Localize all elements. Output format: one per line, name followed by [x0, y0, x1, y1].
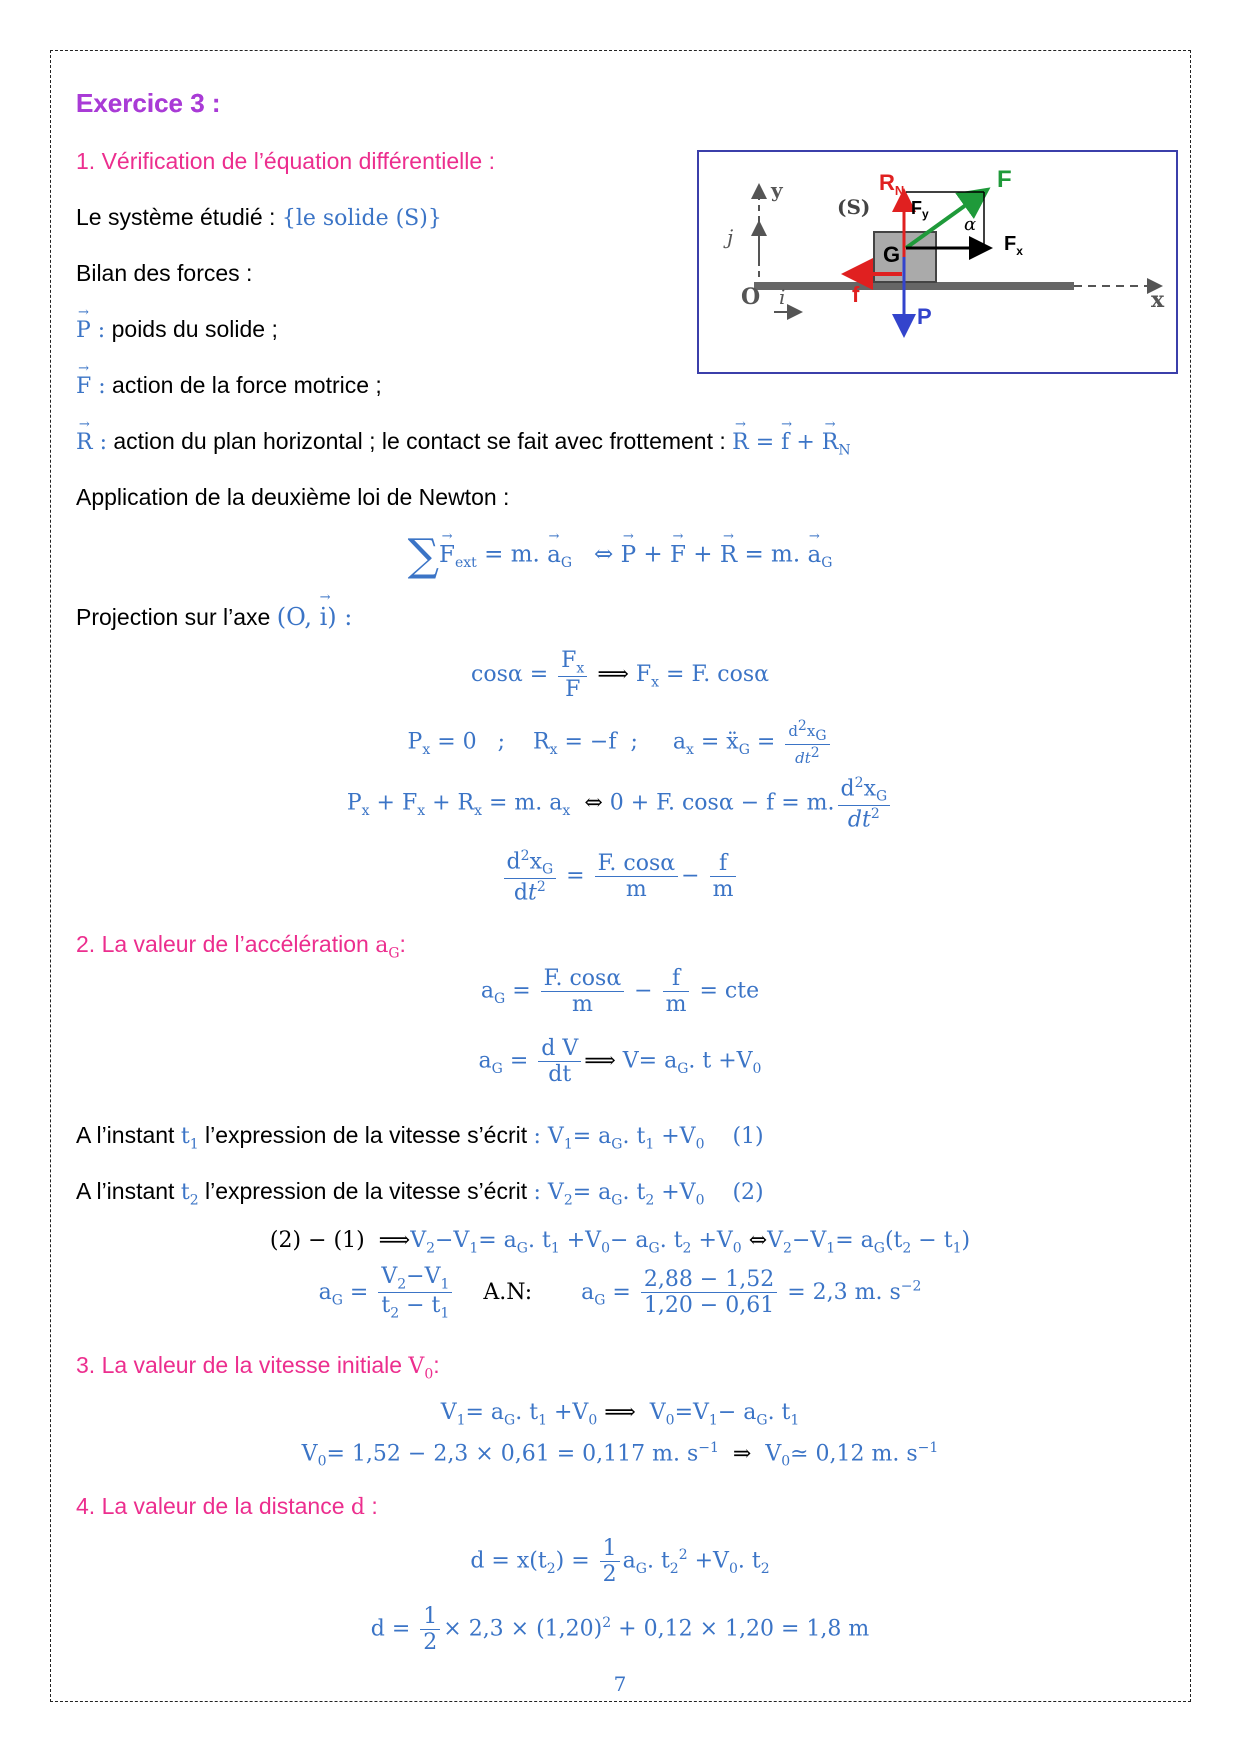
section-4-heading: 4. La valeur de la distance d :	[76, 1493, 378, 1520]
section-1-heading: 1. Vérification de l’équation différentielle :	[76, 148, 495, 174]
instant-t1-line: A l’instant $t_1$ l’expression de la vitesse s’écrit : $V_1= a_G$. $t_1 +V_0$ (1)	[76, 1122, 764, 1153]
f-label: F	[997, 166, 1012, 193]
velocity-derivative-equation: $a_G$ = $\frac{\text{d V}}{dt}$ ⟹ $V= a_G$. $t +V_0$	[478, 1036, 762, 1087]
bilan-label: Bilan des forces :	[76, 260, 253, 286]
newton-equation: ∑→ $F_{ext} = m$. → $a_G$ ⇔ → P + → F + → R = m. → $a_G$	[0, 530, 1240, 581]
section-3-heading: 3. La valeur de la vitesse initiale $V_0$:	[76, 1352, 440, 1383]
alpha-label: α	[964, 214, 977, 235]
page-number: 7	[613, 1672, 627, 1696]
origin-label: O	[741, 284, 761, 310]
i-label: i	[779, 285, 786, 309]
initial-velocity-equation: $V_1= a_G$. $t_1 +V_0$ ⟹ $V_0=V_1- a_G$. $t_1$	[440, 1400, 800, 1429]
fx-label: $F_x$	[1004, 233, 1023, 258]
section-2-heading: 2. La valeur de l’accélération $a_G$:	[76, 931, 406, 962]
force-f-line: → F : action de la force motrice ;	[76, 372, 382, 399]
force-diagram	[697, 150, 1178, 374]
subtraction-equation: (2) − (1) $⟹V_2-V_1= a_G$. $t_1 +V_0- a_G$. $t_2 +V_0$ $\Leftrightarrow V_2-V_1= a_G(t_2 - t_1)$	[269, 1228, 971, 1257]
rn-label: $R_N$	[879, 170, 905, 198]
force-p-line: → P : poids du solide ;	[76, 316, 278, 343]
friction-label: f	[852, 282, 860, 307]
components-equation: $P_x = 0$ ; $R_x = -f$ ; $a_x$ = ẍ$_G$ = $\frac{d^2x_G}{dt^2}$	[0, 718, 1240, 767]
distance-numeric: d = $\frac{1}{2}$ × $2,3 \times (1,20)^2 + 0,12 \times 1,20 = 1,8$ m	[370, 1604, 870, 1655]
p-label: P	[917, 304, 932, 329]
instant-t2-line: A l’instant $t_2$ l’expression de la vitesse s’écrit : $V_2= a_G$. $t_2 +V_0$ (2)	[76, 1178, 764, 1209]
initial-velocity-numeric: $V_0= 1,52 - 2,3 \times 0,61 = 0,117$ m. $s^{-1}$ ⇒ $V_0≃$ 0,12 m. $s^{-1}$	[301, 1440, 939, 1470]
fy-label: $F_y$	[911, 198, 929, 221]
distance-equation: $d = x(t_2)$ = $\frac{1}{2}$ $a_G$. $t_2^2 +V_0$. $t_2$	[470, 1536, 770, 1587]
x-label: x	[1151, 287, 1165, 313]
differential-equation: $\frac{d^2x_G}{dt^2}$ = $\frac{F. \cos\alpha}{m}$ − $\frac{f}{m}$	[0, 848, 1240, 905]
newton-label: Application de la deuxième loi de Newton :	[76, 484, 510, 510]
systeme-line: Le système étudié : {le solide (S)}	[76, 204, 442, 231]
acceleration-numeric: $a_G$ = $\frac{V_2-V_1}{t_2 - t_1}$ A.N: $a_G$ = $\frac{2,88 - 1,52}{1,20 - 0,61}$ = 2,3 m. $s^{-2}$	[318, 1264, 922, 1322]
projection-sum-equation: $P_x + F_x + R_x = m$. $a_x$ ⇔ 0 + F. cosα − f = m. $\frac{d^2x_G}{dt^2}$	[0, 775, 1240, 832]
exercise-title: Exercice 3 :	[76, 88, 221, 118]
acceleration-equation: $a_G$ = $\frac{F. \cos\alpha}{m}$ − $\frac{f}{m}$ = cte	[480, 966, 760, 1017]
cos-equation: cosα = $\frac{F_x}{F}$ ⟹ $F_x = F$. cosα	[471, 648, 769, 703]
g-label: G	[883, 242, 901, 267]
force-r-line: → R : action du plan horizontal ; le contact se fait avec frottement : → R = → f + → $R_N$	[76, 428, 851, 458]
force-diagram-svg	[699, 152, 1176, 372]
solid-label: (S)	[837, 195, 871, 219]
ground-plane	[754, 282, 1074, 290]
projection-line: Projection sur l’axe (O, → i) :	[76, 603, 352, 631]
y-label: y	[771, 178, 783, 202]
j-label: j	[727, 225, 734, 249]
